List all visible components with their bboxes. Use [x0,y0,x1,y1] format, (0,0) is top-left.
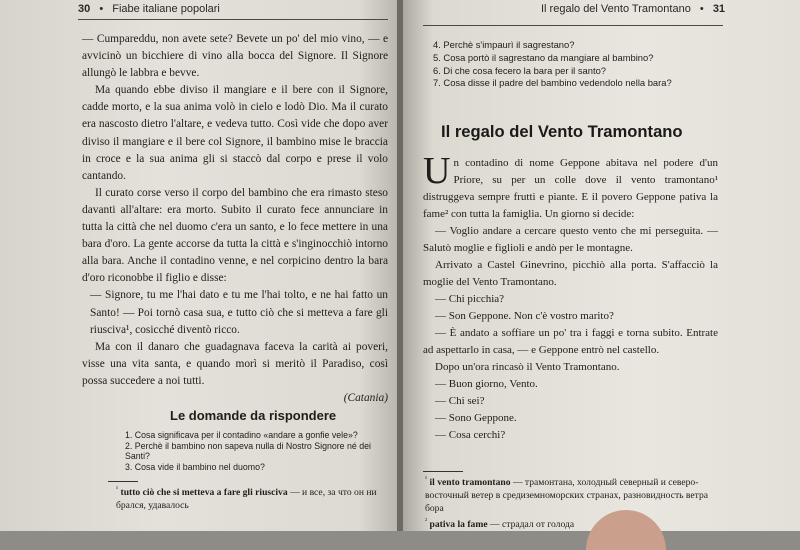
paragraph: — Sono Geppone. [435,412,517,424]
paragraph: Il curato corse verso il corpo del bambino che era rimasto steso davanti all'altare: era morto. Subito il curato fece annunciare in tutta la città che nel duomo c'era un santo, e lo fece mettere in una bara d'oro. La gente accorse da tutta la città e s'inginocchiò intorno alla bara. Anche il contadino venne, e nel corpicino dentro la bara d'oro riconobbe il figlio e disse: [82,186,388,285]
footnote [425,473,715,515]
right-page-header [541,3,725,15]
footnote-rule [108,481,138,482]
paragraph: Ma con il danaro che guadagnava faceva la carità ai poveri, visse una vita santa, e quando morì si meritò il Paradiso, così possa succedere a noi tutti. [82,340,388,387]
story-source: (Catania) [343,391,388,404]
footnote-marker: ¹ [425,475,428,483]
paragraph: Ma quando ebbe diviso il mangiare e il bere con il Signore, cadde morto, e la sua anima volò in cielo e lodò Dio. Ma il curato era nascosto dietro l'altare, e vedeva tutto. Così vide che dopo aver diviso il mangiare e il bere col Signore, il bambino mise le braccia in croce e la sua anima gli si staccò dal corpo e prese il volo cantando. [82,84,388,182]
footnote-gloss: — и все, за что он ни брался, удавалось [116,487,377,512]
left-page-number: 30 [78,3,91,15]
footnote-gloss: — страдал от голода [490,519,575,531]
right-page-number: 31 [712,3,726,15]
header-bullet: • [699,3,704,15]
question-item: 5. Cosa portò il sagrestano da mangiare al bambino? [433,51,654,63]
paragraph: — Chi sei? [435,395,485,407]
footnote-marker: ¹ [116,485,119,493]
header-rule [423,25,723,26]
questions-list-continued [433,39,723,90]
questions-heading: Le domande da rispondere [170,408,337,423]
paragraph: — Buon giorno, Vento. [435,378,538,390]
left-page-header [78,3,220,15]
question-item: 1. Cosa significava per il contadino «andare a gonfie vele»? [125,430,358,440]
paragraph: Dopo un'ora rincasò il Vento Tramontano. [435,361,620,373]
question-item: 2. Perchè il bambino non sapeva nulla di Nostro Signore né dei Santi? [125,440,371,462]
footnote-gloss: — трамонтана, холодный северный и северо-восточный ветер в средиземноморских странах, разновидность ветра бора [425,477,709,515]
paragraph: — Voglio andare a cercare questo vento che mi perseguita. — Salutò moglie e figlioli e andò per le montagne. [423,225,718,254]
story-title: Il regalo del Vento Tramontano [441,122,683,141]
paragraph: — Cosa cerchi? [435,429,506,441]
paragraph: — È andato a soffiare un po' tra i faggi e torna subito. Entrate ad aspettarlo in casa, — e Geppone entrò nel castello. [423,327,718,356]
paragraph: — Signore, tu me l'hai dato e tu me l'hai tolto, e ne hai fatto un Santo! — Poi tornò casa sua, e tutto ciò che si metteva a fare gli riusciva¹, cosicché diventò ricco. [90,289,388,336]
right-running-title: Il regalo del Vento Tramontano [541,3,691,15]
first-paragraph-text: n contadino di nome Geppone abitava nel podere d'un Priore, su per un colle dove il vento tramontano¹ distruggeva sempre frutti e piante. E il povero Geppone pativa la fame² con tutta la famiglia. Un giorno si decide: [423,157,718,220]
drop-cap: U [423,150,451,192]
question-item: 7. Cosa disse il padre del bambino vedendolo nella bara? [433,77,672,89]
footnote-rule [423,471,463,472]
question-item: 3. Cosa vide il bambino nel duomo? [125,461,265,472]
footnote [425,515,715,531]
footnotes [425,473,715,531]
footnote-term: il vento tramontano [429,477,511,489]
header-rule [78,19,388,20]
paragraph: — Chi picchia? [435,293,505,305]
left-page [0,0,399,531]
footnote-term: pativa la fame [429,519,488,531]
book-spine [397,0,403,531]
header-bullet: • [99,3,104,15]
footnote-marker: ² [425,517,428,526]
left-body-text [82,31,388,407]
question-item: 6. Di che cosa fecero la bara per il santo? [433,64,607,76]
left-running-title: Fiabe italiane popolari [112,3,220,15]
paragraph: — Cumpareddu, non avete sete? Bevete un po' del mio vino, — e avvicinò un bicchiere di vino alla bocca del Signore. Il Signore allungò le labbra e bevve. [82,33,388,80]
paragraph: — Son Geppone. Non c'è vostro marito? [435,310,614,322]
footnote [116,483,391,512]
paragraph: Arrivato a Castel Ginevrino, picchiò alla porta. S'affacciò la moglie del Vento Tramontano. [423,259,718,288]
first-paragraph [423,150,718,223]
footnote-term: tutto ciò che si metteva a fare gli riusciva [120,487,288,499]
question-item: 4. Perchè s'impaurì il sagrestano? [433,39,575,50]
right-body-text [423,150,718,444]
questions-list [125,430,390,472]
